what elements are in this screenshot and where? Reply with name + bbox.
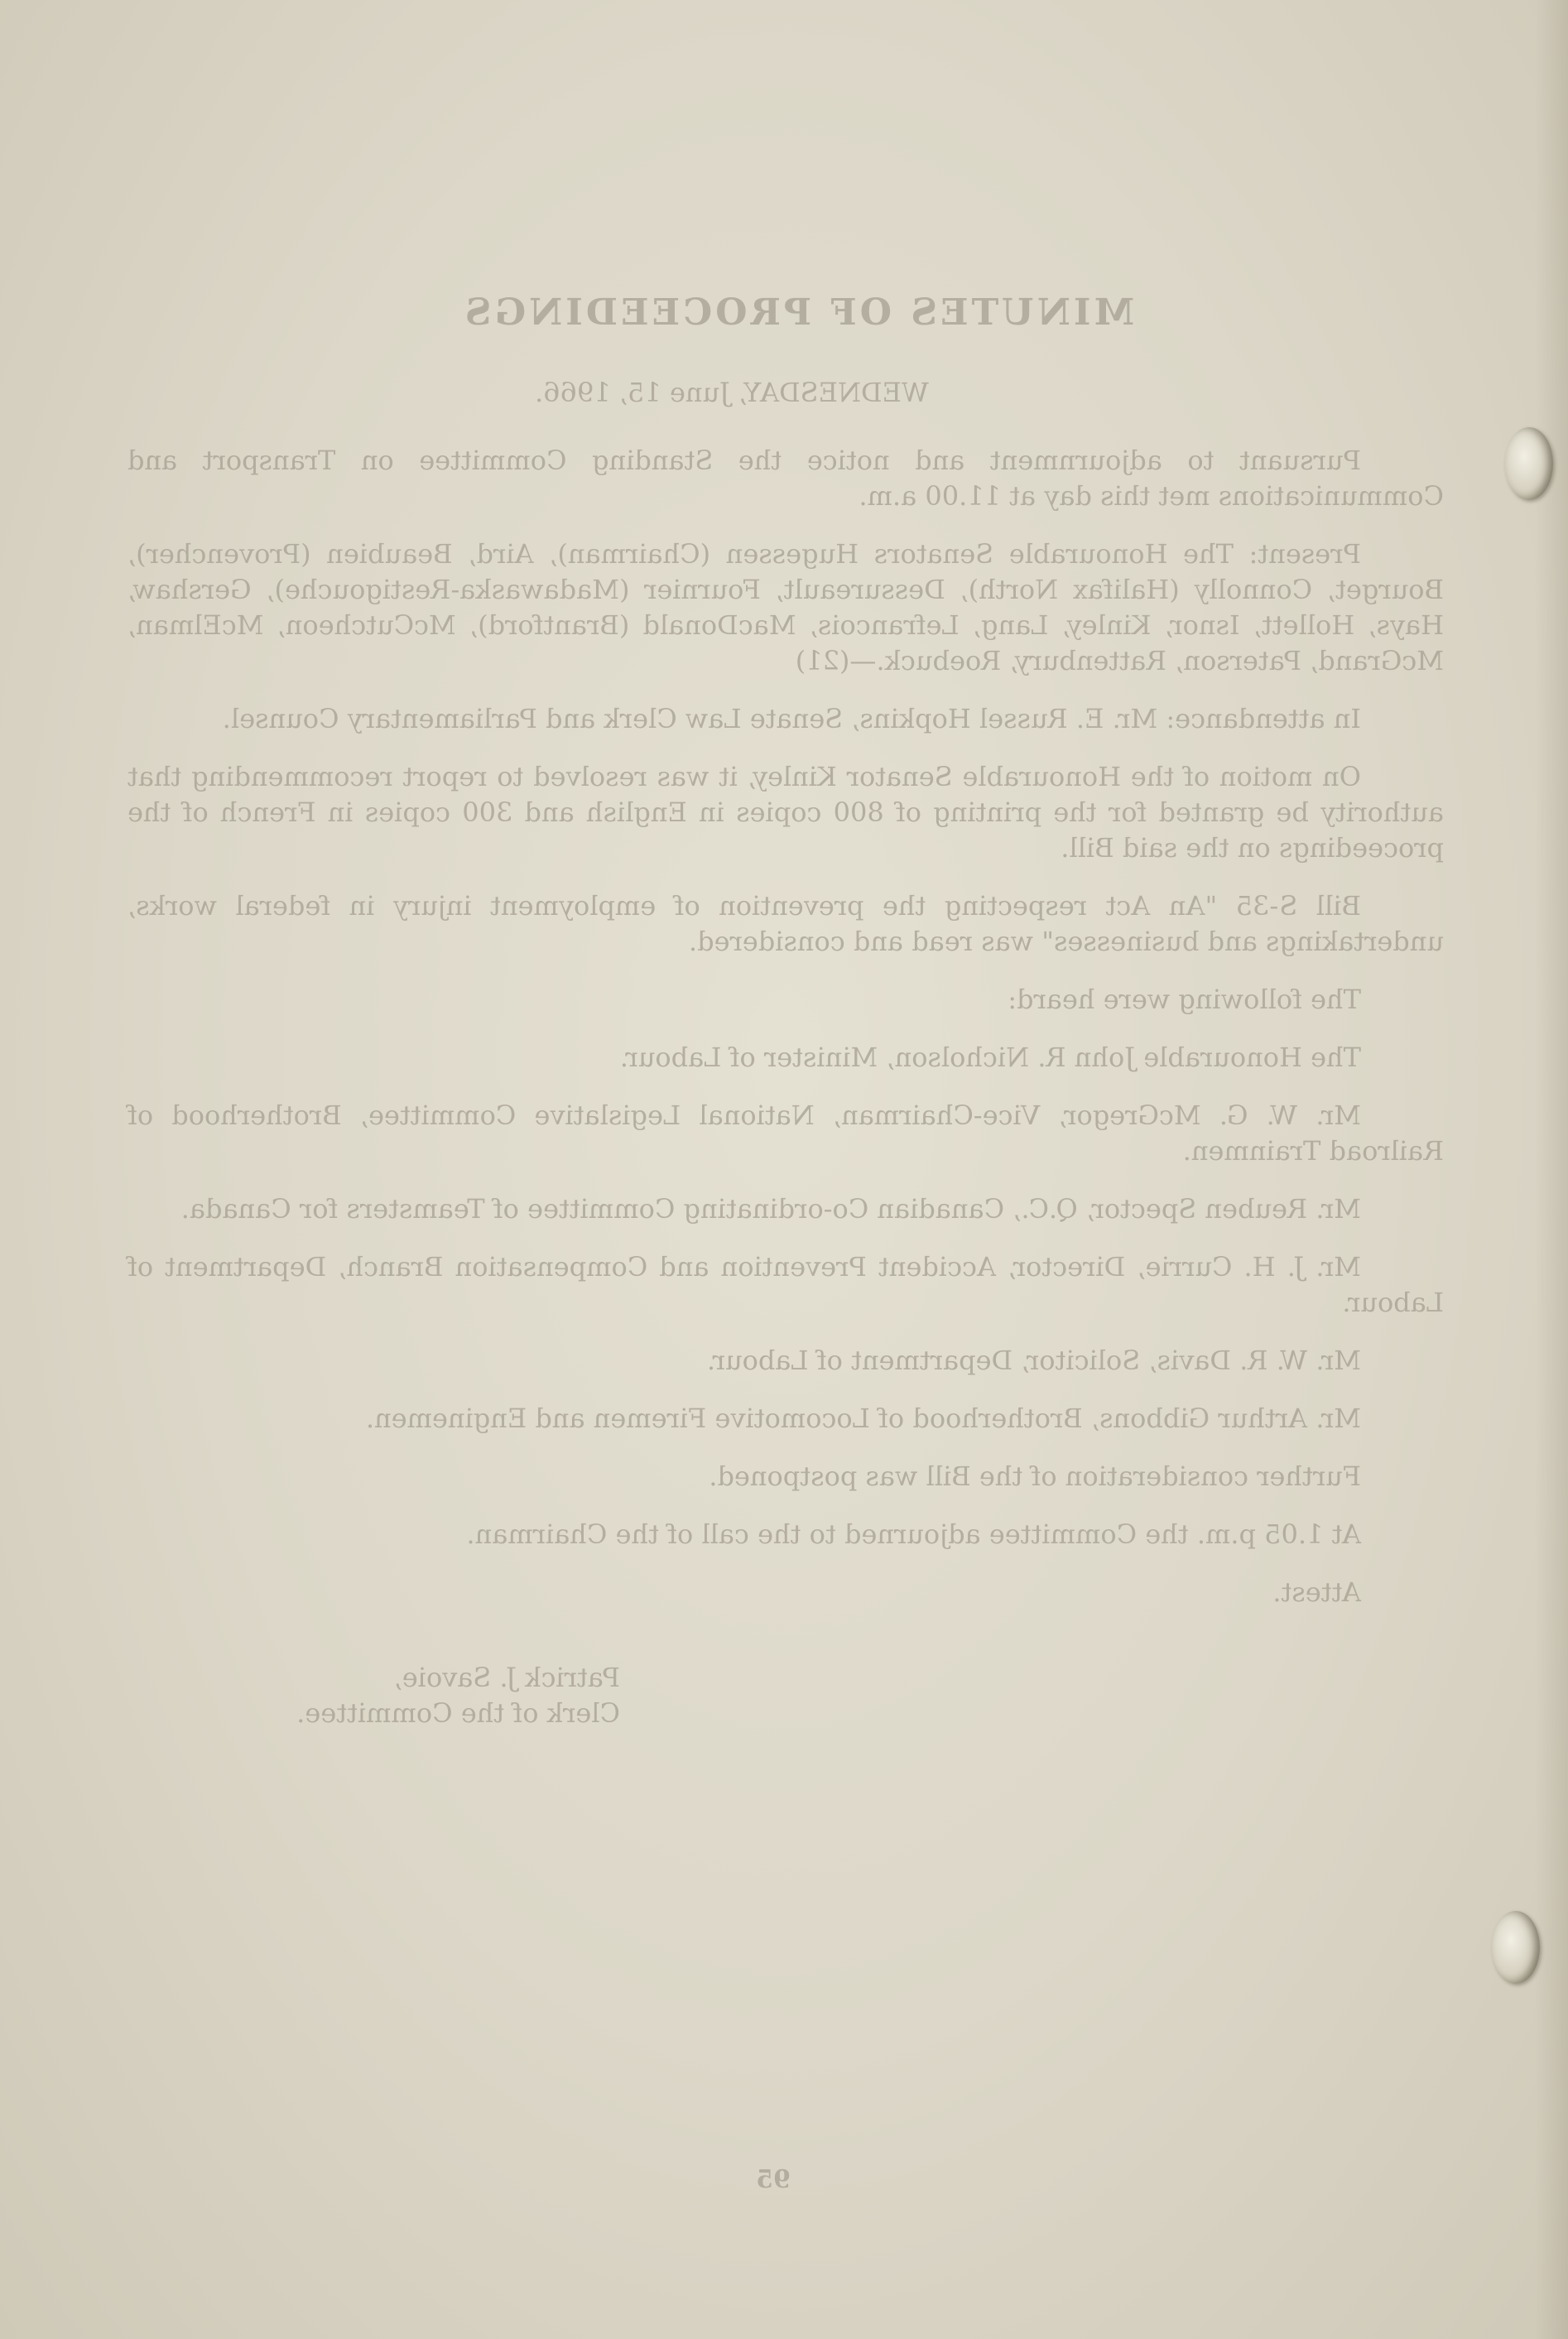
signature-block — [206, 1660, 620, 1731]
minutes-body — [127, 443, 1444, 1633]
paragraph-postponed: Further consideration of the Bill was postponed. — [709, 1461, 1361, 1492]
witness-item: Mr. J. H. Currie, Director, Accident Prevention and Compensation Branch, Department of Labour. — [127, 1251, 1444, 1318]
paragraph-attendance: In attendance: Mr. E. Russel Hopkins, Senate Law Clerk and Parliamentary Counsel. — [222, 703, 1361, 734]
page-title: MINUTES OF PROCEEDINGS — [461, 291, 1135, 334]
witness-item: The Honourable John R. Nicholson, Minister of Labour. — [619, 1042, 1361, 1073]
page-number: 95 — [756, 2165, 791, 2194]
paragraph-adjournment: Pursuant to adjournment and notice the Standing Committee on Transport and Communications met this day at 11.00 a.m. — [127, 445, 1444, 512]
signature-name: Patrick J. Savoie, — [393, 1662, 620, 1693]
witness-item: Mr. W. G. McGregor, Vice-Chairman, National Legislative Committee, Brotherhood of Railroad Trainmen. — [127, 1100, 1444, 1167]
punch-hole-bottom — [1492, 1911, 1540, 1984]
paragraph-motion: On motion of the Honourable Senator Kinley, it was resolved to report recommending that authority be granted for the printing of 800 copies in English and 300 copies in French of the proceedings on the said Bill. — [127, 761, 1444, 864]
witness-item: Mr. Reuben Spector, Q.C., Canadian Co-ordinating Committee of Teamsters for Canada. — [180, 1193, 1361, 1225]
witness-item: Mr. Arthur Gibbons, Brotherhood of Locomotive Firemen and Enginemen. — [365, 1403, 1361, 1434]
paragraph-present: Present: The Honourable Senators Hugessen (Chairman), Aird, Beaubien (Provencher), Bourget, Connolly (Halifax North), Dessureault, Fournier (Madawaska-Restigouche), Gershaw, Hays, Hollett, Isnor, Kinley, Lang, Lefrancois, MacDonald (Brantford), McCutcheon, McElman, McGrand, Paterson, Rattenbury, Roebuck.—(21) — [127, 538, 1444, 676]
punch-hole-top — [1505, 427, 1553, 500]
paragraph-bill: Bill S-35 "An Act respecting the prevention of employment injury in federal works, undertakings and businesses" was read and considered. — [127, 890, 1444, 957]
attest-line: Attest. — [1272, 1576, 1361, 1608]
paragraph-adjourned: At 1.05 p.m. the Committee adjourned to the call of the Chairman. — [466, 1518, 1361, 1550]
dateline: WEDNESDAY, June 15, 1966. — [535, 377, 929, 408]
paragraph-heard-intro: The following were heard: — [1008, 984, 1361, 1015]
signature-role: Clerk of the Committee. — [296, 1697, 620, 1729]
witness-item: Mr. W. R. Davis, Solicitor, Department of Labour. — [707, 1345, 1361, 1376]
